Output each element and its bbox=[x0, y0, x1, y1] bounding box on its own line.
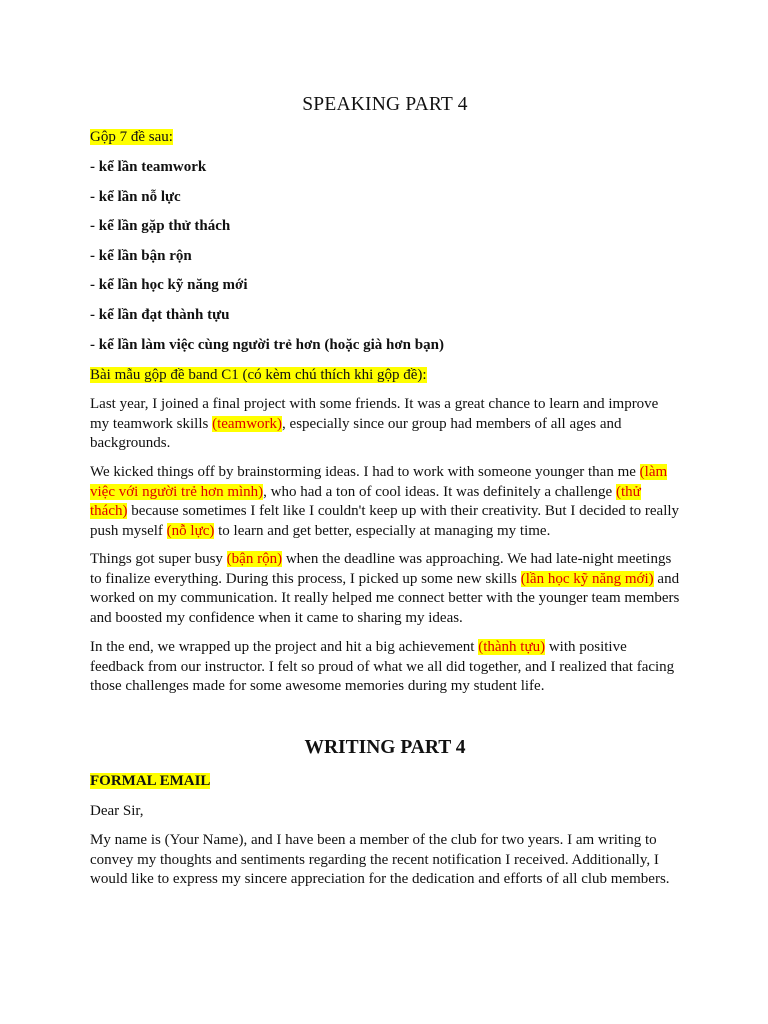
topic-item: - kể lần teamwork bbox=[90, 159, 207, 175]
formal-email-label bbox=[90, 772, 210, 791]
speaking-paragraph-4 bbox=[90, 638, 680, 697]
sample-label bbox=[90, 366, 427, 385]
annotation: (thành tựu) bbox=[478, 639, 546, 655]
text-run: because sometimes I felt like I couldn't keep up with their creativity. But I decided to really push myself bbox=[90, 503, 680, 539]
topic-item: - kể lần gặp thử thách bbox=[90, 218, 231, 234]
topic-item: - kể lần đạt thành tựu bbox=[90, 307, 230, 323]
text-run: Things got super busy bbox=[90, 551, 227, 567]
annotation: (nỗ lực) bbox=[166, 522, 215, 539]
merge-label-text: Gộp 7 đề sau: bbox=[90, 129, 173, 145]
text-run: We kicked things off by brainstorming ideas. I had to work with someone younger than me bbox=[90, 464, 640, 480]
text-run: with positive feedback from our instructor. I felt so proud of what we all did together, and I realized that facing those challenges made for some awesome memories during my student life. bbox=[90, 639, 675, 694]
topic-item: - kể lần làm việc cùng người trẻ hơn (hoặc già hơn bạn) bbox=[90, 337, 444, 353]
formal-email-label-text: FORMAL EMAIL bbox=[90, 773, 211, 789]
text-run: when the deadline was approaching. We had late-night meetings to finalize everything. During this process, I picked up some new skills bbox=[90, 551, 672, 587]
text-run: Last year, I joined a final project with some friends. It was a great chance to learn and improve my teamwork skills bbox=[90, 396, 659, 432]
salutation: Dear Sir, bbox=[90, 803, 144, 819]
merge-label bbox=[90, 128, 173, 147]
annotation: (bận rộn) bbox=[226, 551, 283, 567]
annotation: (làm việc với người trẻ hơn mình) bbox=[90, 464, 668, 500]
text-run: to learn and get better, especially at managing my time. bbox=[214, 522, 551, 539]
annotation: (teamwork) bbox=[212, 415, 283, 432]
text-run: and worked on my communication. It really helped me connect better with the younger team members and boosted my confidence when it came to sharing my ideas. bbox=[90, 570, 680, 626]
speaking-paragraph-3 bbox=[90, 550, 680, 628]
speaking-paragraph-1 bbox=[90, 395, 680, 454]
writing-paragraph-1: My name is (Your Name), and I have been a member of the club for two years. I am writing to convey my thoughts and sentiments regarding the recent notification I received. Additionally, I would like to express my sincere appreciation for the dedication and efforts of all club members. bbox=[90, 832, 670, 887]
writing-title: WRITING PART 4 bbox=[304, 737, 466, 758]
speaking-paragraph-2 bbox=[90, 463, 680, 541]
text-run: , especially since our group had members of all ages and backgrounds. bbox=[90, 415, 622, 451]
text-run: , who had a ton of cool ideas. It was definitely a challenge bbox=[263, 483, 616, 500]
text-run: In the end, we wrapped up the project and hit a big achievement bbox=[90, 639, 479, 655]
sample-label-text: Bài mẫu gộp đề band C1 (có kèm chú thích khi gộp đề): bbox=[90, 367, 427, 383]
annotation: (thử thách) bbox=[90, 483, 641, 519]
annotation: (lần học kỹ năng mới) bbox=[520, 570, 654, 587]
topic-item: - kể lần nỗ lực bbox=[90, 189, 181, 205]
topic-item: - kể lần học kỹ năng mới bbox=[90, 277, 248, 293]
speaking-title: SPEAKING PART 4 bbox=[302, 94, 468, 115]
topic-item: - kể lần bận rộn bbox=[90, 248, 192, 264]
